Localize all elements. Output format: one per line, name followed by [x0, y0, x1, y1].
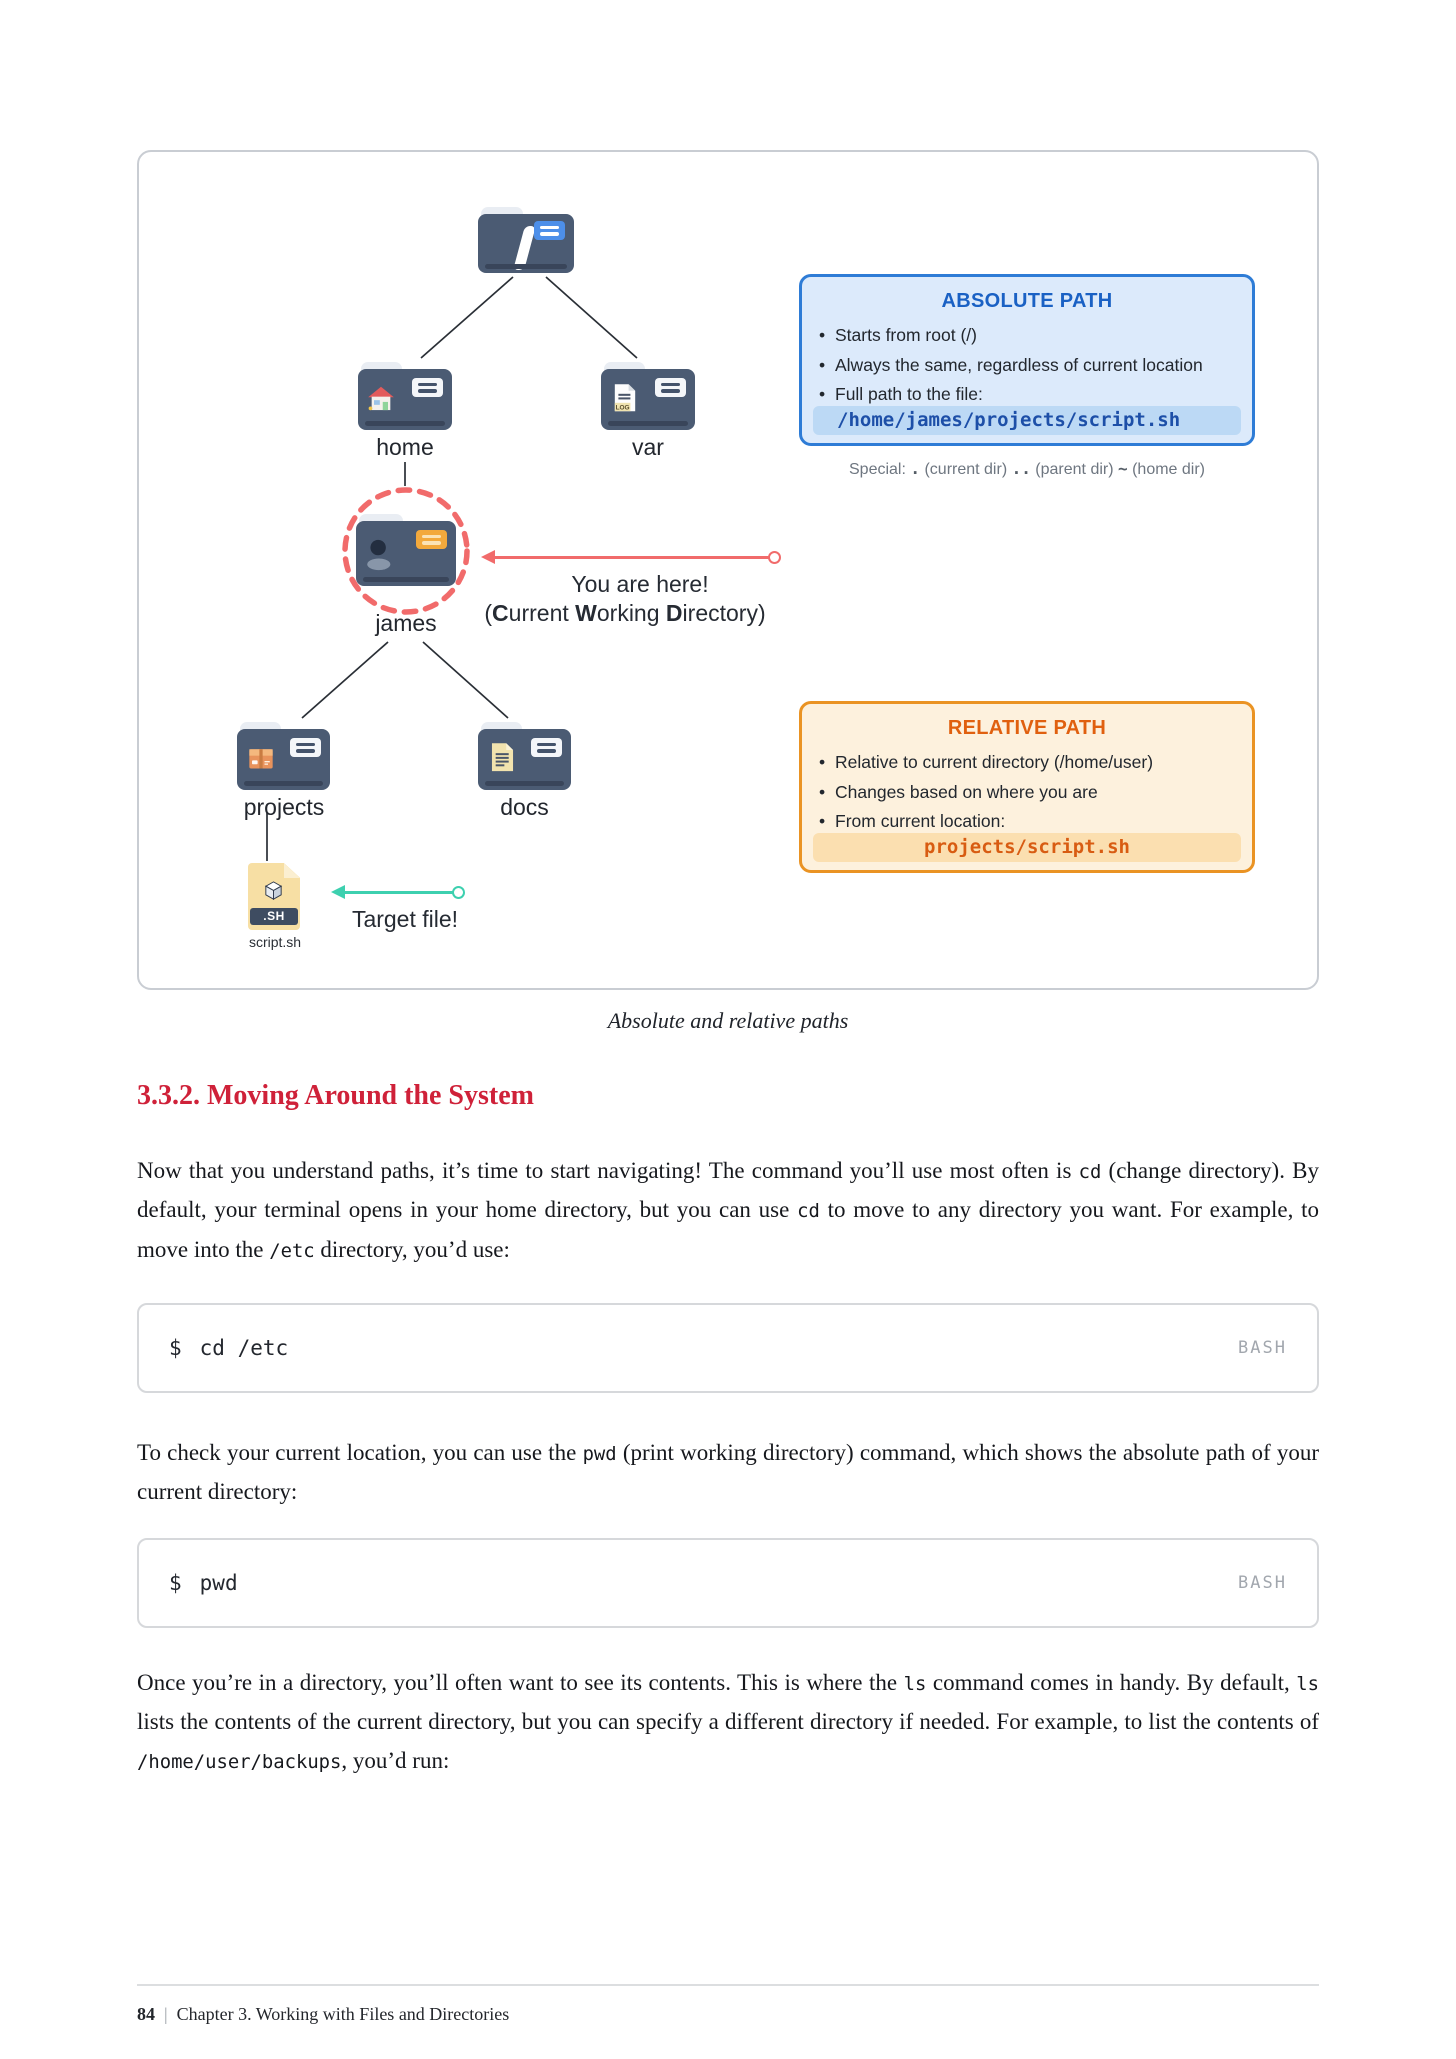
shell-prompt: $: [169, 1571, 182, 1595]
folder-james: [356, 514, 456, 586]
footer: [137, 2004, 509, 2025]
folder-base-strip: [365, 421, 445, 426]
document-icon: [490, 742, 515, 773]
folder-body: [601, 369, 695, 430]
callout-bullet-list: [802, 748, 1252, 837]
footer-divider: [137, 1984, 1319, 1986]
folder-body: [478, 214, 574, 273]
figure-caption: Absolute and relative paths: [607, 1008, 849, 1033]
target-file-text: Target file!: [351, 906, 459, 932]
folder-label-chip-icon: [290, 738, 321, 757]
relative-path-code: projects/script.sh: [813, 833, 1241, 862]
folder-label-chip-icon: [416, 530, 447, 549]
package-box-icon: [247, 745, 275, 771]
cwd-text: (Current Working Directory): [484, 600, 766, 626]
label-james: james: [375, 610, 437, 636]
folder-body: [356, 521, 456, 586]
folder-base-strip: [608, 421, 688, 426]
page-number: 84: [137, 2004, 155, 2024]
callout-title: RELATIVE PATH: [947, 717, 1107, 739]
folder-root: [478, 207, 574, 273]
bullet-item: • Full path to the file:: [819, 380, 1252, 410]
callout-title: ABSOLUTE PATH: [941, 290, 1113, 312]
label-projects: projects: [243, 794, 325, 820]
relative-path-callout: [799, 701, 1255, 873]
script-file-icon: [248, 863, 300, 930]
label-docs: docs: [500, 794, 549, 820]
folder-body: [237, 729, 330, 790]
you-are-here-arrow: [494, 556, 772, 559]
bullet-item: • Starts from root (/): [819, 321, 1252, 351]
house-icon: [367, 385, 395, 413]
log-file-icon: [613, 383, 637, 413]
footer-separator: |: [164, 2004, 168, 2024]
arrow-head-icon: [331, 885, 345, 899]
section-heading: 3.3.2. Moving Around the System: [137, 1080, 534, 1111]
folder-base-strip: [485, 781, 564, 786]
folder-label-chip-icon: [412, 378, 443, 397]
folder-base-strip: [485, 264, 567, 269]
folder-body: [358, 369, 452, 430]
folder-label-chip-icon: [531, 738, 562, 757]
shell-command: pwd: [199, 1571, 238, 1595]
shell-prompt: $: [169, 1336, 182, 1360]
code-language-badge: BASH: [1238, 1573, 1287, 1593]
code-block-cd: [137, 1303, 1319, 1393]
folder-home: [358, 362, 452, 430]
paragraph-2: To check your current location, you can use the pwd (print working directory) command, which shows the absolute path of your current directory:: [137, 1440, 1319, 1505]
user-silhouette-icon: [365, 536, 399, 572]
callout-bullet-list: [802, 321, 1252, 410]
label-script-sh: script.sh: [248, 934, 302, 950]
code-language-badge: BASH: [1238, 1338, 1287, 1358]
folder-label-chip-icon: [655, 378, 686, 397]
target-file-arrow: [344, 891, 456, 894]
cube-icon: [262, 879, 285, 902]
bullet-item: • Changes based on where you are: [819, 778, 1252, 808]
absolute-path-callout: [799, 274, 1255, 446]
bullet-item: • Relative to current directory (/home/user): [819, 748, 1252, 778]
folder-projects: [237, 722, 330, 790]
arrow-endpoint-icon: [452, 886, 465, 899]
label-var: var: [632, 434, 664, 460]
folder-base-strip: [244, 781, 323, 786]
svg-text:LOG: LOG: [615, 404, 630, 412]
folder-label-chip-icon: [534, 221, 565, 240]
folder-base-strip: [363, 577, 449, 582]
you-are-here-text: You are here!: [571, 571, 709, 597]
chapter-title: Chapter 3. Working with Files and Directories: [176, 2004, 510, 2024]
folder-docs: [478, 722, 571, 790]
bullet-item: • From current location:: [819, 807, 1252, 837]
special-dirs-note: Special: . (current dir) .. (parent dir) ~ (home dir): [849, 459, 1205, 478]
paragraph-3: Once you’re in a directory, you’ll often want to see its contents. This is where the ls command comes in handy. By default, ls lists the contents of the current directory, but you can specify a different directory if needed. For example, to list the contents of /home/user/backups, you’d run:: [137, 1670, 1319, 1773]
arrow-endpoint-icon: [768, 551, 781, 564]
folder-body: [478, 729, 571, 790]
shell-command: cd /etc: [199, 1336, 289, 1360]
folder-var: [601, 362, 695, 430]
paragraph-1: Now that you understand paths, it’s time to start navigating! The command you’ll use most often is cd (change directory). By default, your terminal opens in your home directory, but you can use cd to move to any directory you want. For example, to move into the /etc directory, you’d use:: [137, 1158, 1319, 1262]
absolute-path-code: /home/james/projects/script.sh: [813, 406, 1241, 435]
bullet-item: • Always the same, regardless of current location: [819, 351, 1252, 381]
code-block-pwd: [137, 1538, 1319, 1628]
file-extension-badge: .SH: [250, 908, 298, 925]
label-home: home: [376, 434, 434, 460]
arrow-head-icon: [481, 550, 495, 564]
